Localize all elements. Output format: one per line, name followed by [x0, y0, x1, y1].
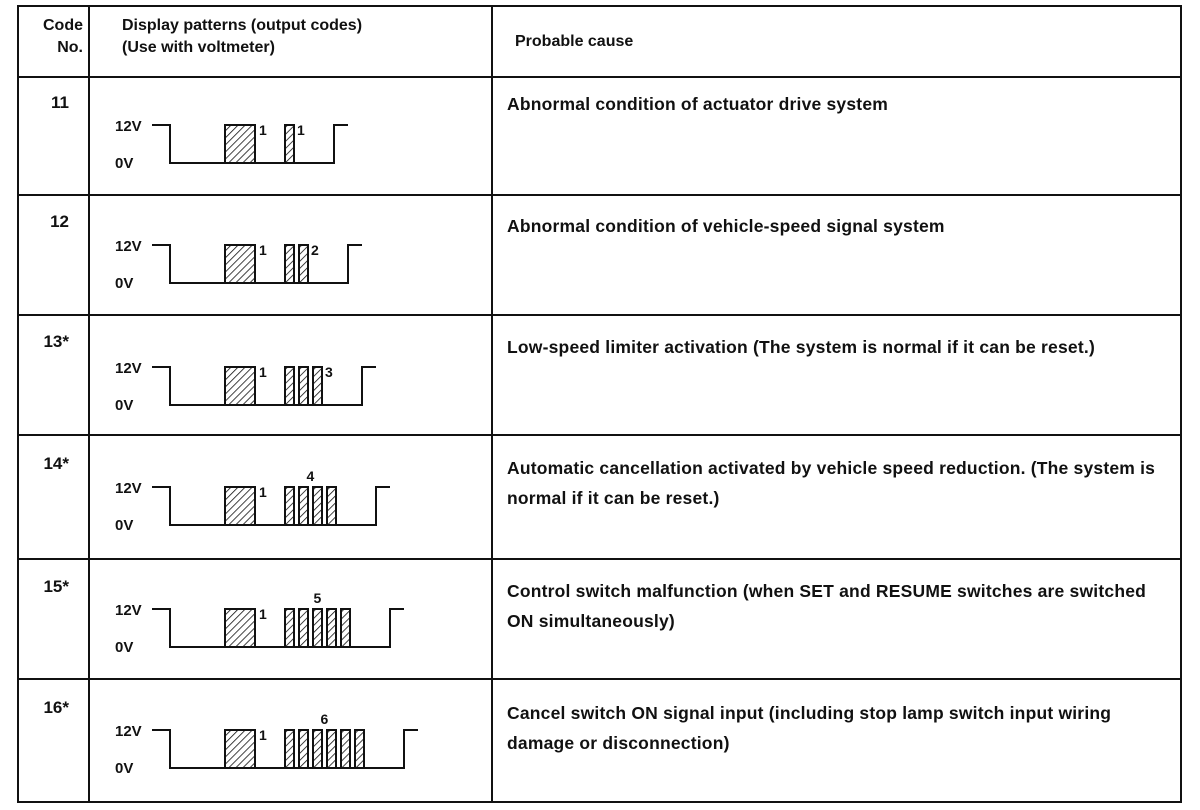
waveform — [95, 225, 475, 297]
waveform — [95, 710, 475, 782]
long-pulse — [225, 609, 255, 647]
pulse-count-label: 1 — [259, 242, 267, 258]
waveform-line — [152, 609, 404, 647]
pulse-count-label: 5 — [313, 590, 322, 606]
short-pulse — [341, 730, 350, 768]
voltage-label-high: 12V — [115, 360, 142, 377]
header-code-no: Code No. — [43, 17, 83, 56]
diagnostic-code-table — [17, 5, 1182, 803]
short-pulse — [285, 367, 294, 405]
voltage-label-low: 0V — [115, 639, 134, 656]
voltage-label-high: 12V — [115, 723, 142, 740]
long-pulse — [225, 245, 255, 283]
signal-pattern — [95, 467, 475, 544]
voltage-label-low: 0V — [115, 155, 134, 172]
short-pulse — [313, 367, 322, 405]
short-pulse — [299, 367, 308, 405]
signal-pattern — [95, 710, 475, 787]
long-pulse — [225, 730, 255, 768]
pulse-count-label: 1 — [259, 364, 267, 380]
probable-cause-text: Control switch malfunction (when SET and RESUME switches are switched ON simultaneously) — [507, 581, 1147, 631]
header-probable-cause: Probable cause — [515, 33, 634, 50]
voltage-label-low: 0V — [115, 760, 134, 777]
pulse-count-label: 1 — [259, 484, 267, 500]
short-pulse — [299, 245, 308, 283]
short-pulse — [299, 487, 308, 525]
short-pulse — [285, 245, 294, 283]
pulse-count-label: 1 — [297, 122, 305, 138]
waveform — [95, 467, 475, 539]
short-pulse — [313, 609, 322, 647]
short-pulse — [299, 730, 308, 768]
short-pulse — [313, 730, 322, 768]
pulse-count-label: 4 — [306, 468, 315, 484]
code-number: 15* — [43, 577, 69, 596]
voltage-label-low: 0V — [115, 397, 134, 414]
pulse-count-label: 2 — [311, 242, 319, 258]
code-number: 14* — [43, 454, 69, 473]
short-pulse — [327, 730, 336, 768]
long-pulse — [225, 367, 255, 405]
waveform — [95, 347, 475, 419]
waveform — [95, 589, 475, 661]
probable-cause-text: Cancel switch ON signal input (including stop lamp switch input wiring damage or disconnection) — [507, 703, 1112, 753]
waveform — [95, 105, 475, 177]
short-pulse — [299, 609, 308, 647]
short-pulse — [285, 730, 294, 768]
signal-pattern — [95, 225, 475, 302]
code-number: 11 — [51, 93, 69, 112]
short-pulse — [313, 487, 322, 525]
short-pulse — [341, 609, 350, 647]
short-pulse — [327, 487, 336, 525]
voltage-label-high: 12V — [115, 602, 142, 619]
short-pulse — [285, 609, 294, 647]
voltage-label-high: 12V — [115, 118, 142, 135]
voltage-label-high: 12V — [115, 238, 142, 255]
code-number: 16* — [43, 698, 69, 717]
probable-cause-text: Abnormal condition of vehicle-speed signal system — [507, 216, 945, 236]
pulse-count-label: 6 — [320, 711, 329, 727]
probable-cause-text: Low-speed limiter activation (The system is normal if it can be reset.) — [507, 337, 1095, 357]
signal-pattern — [95, 105, 475, 182]
short-pulse — [327, 609, 336, 647]
pulse-count-label: 1 — [259, 122, 267, 138]
signal-pattern — [95, 347, 475, 424]
probable-cause-text: Abnormal condition of actuator drive system — [507, 94, 889, 114]
header-display-patterns: Display patterns (output codes) (Use with voltmeter) — [122, 17, 363, 56]
signal-pattern — [95, 589, 475, 666]
waveform-line — [152, 487, 390, 525]
short-pulse — [285, 125, 294, 163]
pulse-count-label: 1 — [259, 727, 267, 743]
long-pulse — [225, 125, 255, 163]
voltage-label-low: 0V — [115, 517, 134, 534]
pulse-count-label: 1 — [259, 606, 267, 622]
waveform-line — [152, 245, 362, 283]
short-pulse — [355, 730, 364, 768]
code-number: 13* — [43, 332, 69, 351]
voltage-label-high: 12V — [115, 480, 142, 497]
long-pulse — [225, 487, 255, 525]
voltage-label-low: 0V — [115, 275, 134, 292]
pulse-count-label: 3 — [325, 364, 333, 380]
short-pulse — [285, 487, 294, 525]
code-number: 12 — [50, 212, 69, 231]
probable-cause-text: Automatic cancellation activated by vehicle speed reduction. (The system is normal if it can be reset.) — [507, 458, 1156, 508]
